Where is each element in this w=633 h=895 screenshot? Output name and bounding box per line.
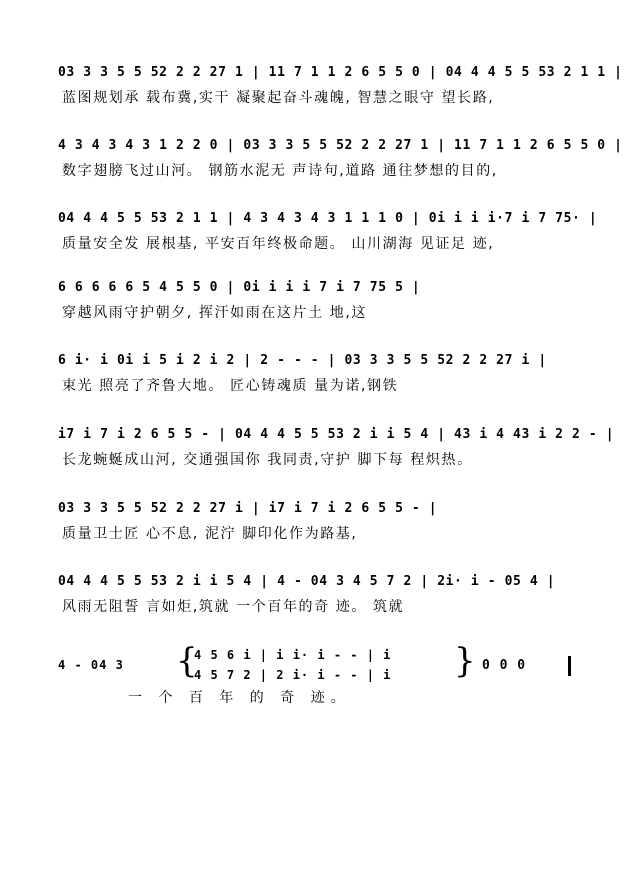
lyrics-line: 束光 照亮了齐鲁大地。 匠心铸魂质 量为诺,钢铁 xyxy=(62,378,399,394)
lyrics-line: 风雨无阻誓 言如炬,筑就 一个百年的奇 迹。 筑就 xyxy=(62,599,405,615)
lyrics-line: 穿越风雨守护朝夕, 挥汗如雨在这片土 地,这 xyxy=(62,305,367,321)
notation-line-lead: 4 - 04 3 xyxy=(58,658,124,672)
lyrics-line: 质量安全发 展根基, 平安百年终极命题。 山川湖海 见证足 迹, xyxy=(62,236,495,252)
score-system-9 xyxy=(58,641,578,708)
notation-line: 04 4 4 5 5 53 2 1 1 | 4 3 4 3 4 3 1 1 1 0 | 0i i i i·7 i 7 75· | xyxy=(58,211,598,226)
final-barline xyxy=(568,656,571,676)
notation-line: 6 6 6 6 6 5 4 5 5 0 | 0i i i i 7 i 7 75 5 | xyxy=(58,280,421,295)
notation-tail: 0 0 0 xyxy=(482,658,527,673)
notation-lower-voice: 4 5 7 2 | 2 i· i - - | i xyxy=(194,668,392,682)
lyrics-line: 质量卫士匠 心不息, 泥泞 脚印化作为路基, xyxy=(62,526,358,542)
divisi-brace-close: } xyxy=(454,641,476,681)
notation-line: 03 3 3 5 5 52 2 2 27 i | i7 i 7 i 2 6 5 5 - | xyxy=(58,501,438,516)
lyrics-line: 一 个 百 年 的 奇 迹。 xyxy=(128,690,351,706)
notation-line: 04 4 4 5 5 53 2 i i 5 4 | 4 - 04 3 4 5 7 2 | 2i· i - 05 4 | xyxy=(58,574,556,589)
divisi-brace: { xyxy=(176,641,198,681)
notation-line: 4 3 4 3 4 3 1 2 2 0 | 03 3 3 5 5 52 2 2 27 1 | 11 7 1 1 2 6 5 5 0 | xyxy=(58,138,623,153)
lyrics-line: 长龙蜿蜒成山河, 交通强国你 我同责,守护 脚下每 程炽热。 xyxy=(62,452,473,468)
lyrics-line: 蓝图规划承 载布冀,实干 凝聚起奋斗魂魄, 智慧之眼守 望长路, xyxy=(62,90,495,106)
lyrics-line: 数字翅膀飞过山河。 钢筋水泥无 声诗句,道路 通往梦想的目的, xyxy=(62,163,498,179)
notation-line: 03 3 3 5 5 52 2 2 27 1 | 11 7 1 1 2 6 5 5 0 | 04 4 4 5 5 53 2 1 1 | xyxy=(58,65,623,80)
notation-upper-voice: 4 5 6 i | i i· i - - | i xyxy=(194,648,392,662)
notation-line: 6 i· i 0i i 5 i 2 i 2 | 2 - - - | 03 3 3 5 5 52 2 2 27 i | xyxy=(58,353,547,368)
notation-line: i7 i 7 i 2 6 5 5 - | 04 4 4 5 5 53 2 i i 5 4 | 43 i 4 43 i 2 2 - | xyxy=(58,427,615,442)
